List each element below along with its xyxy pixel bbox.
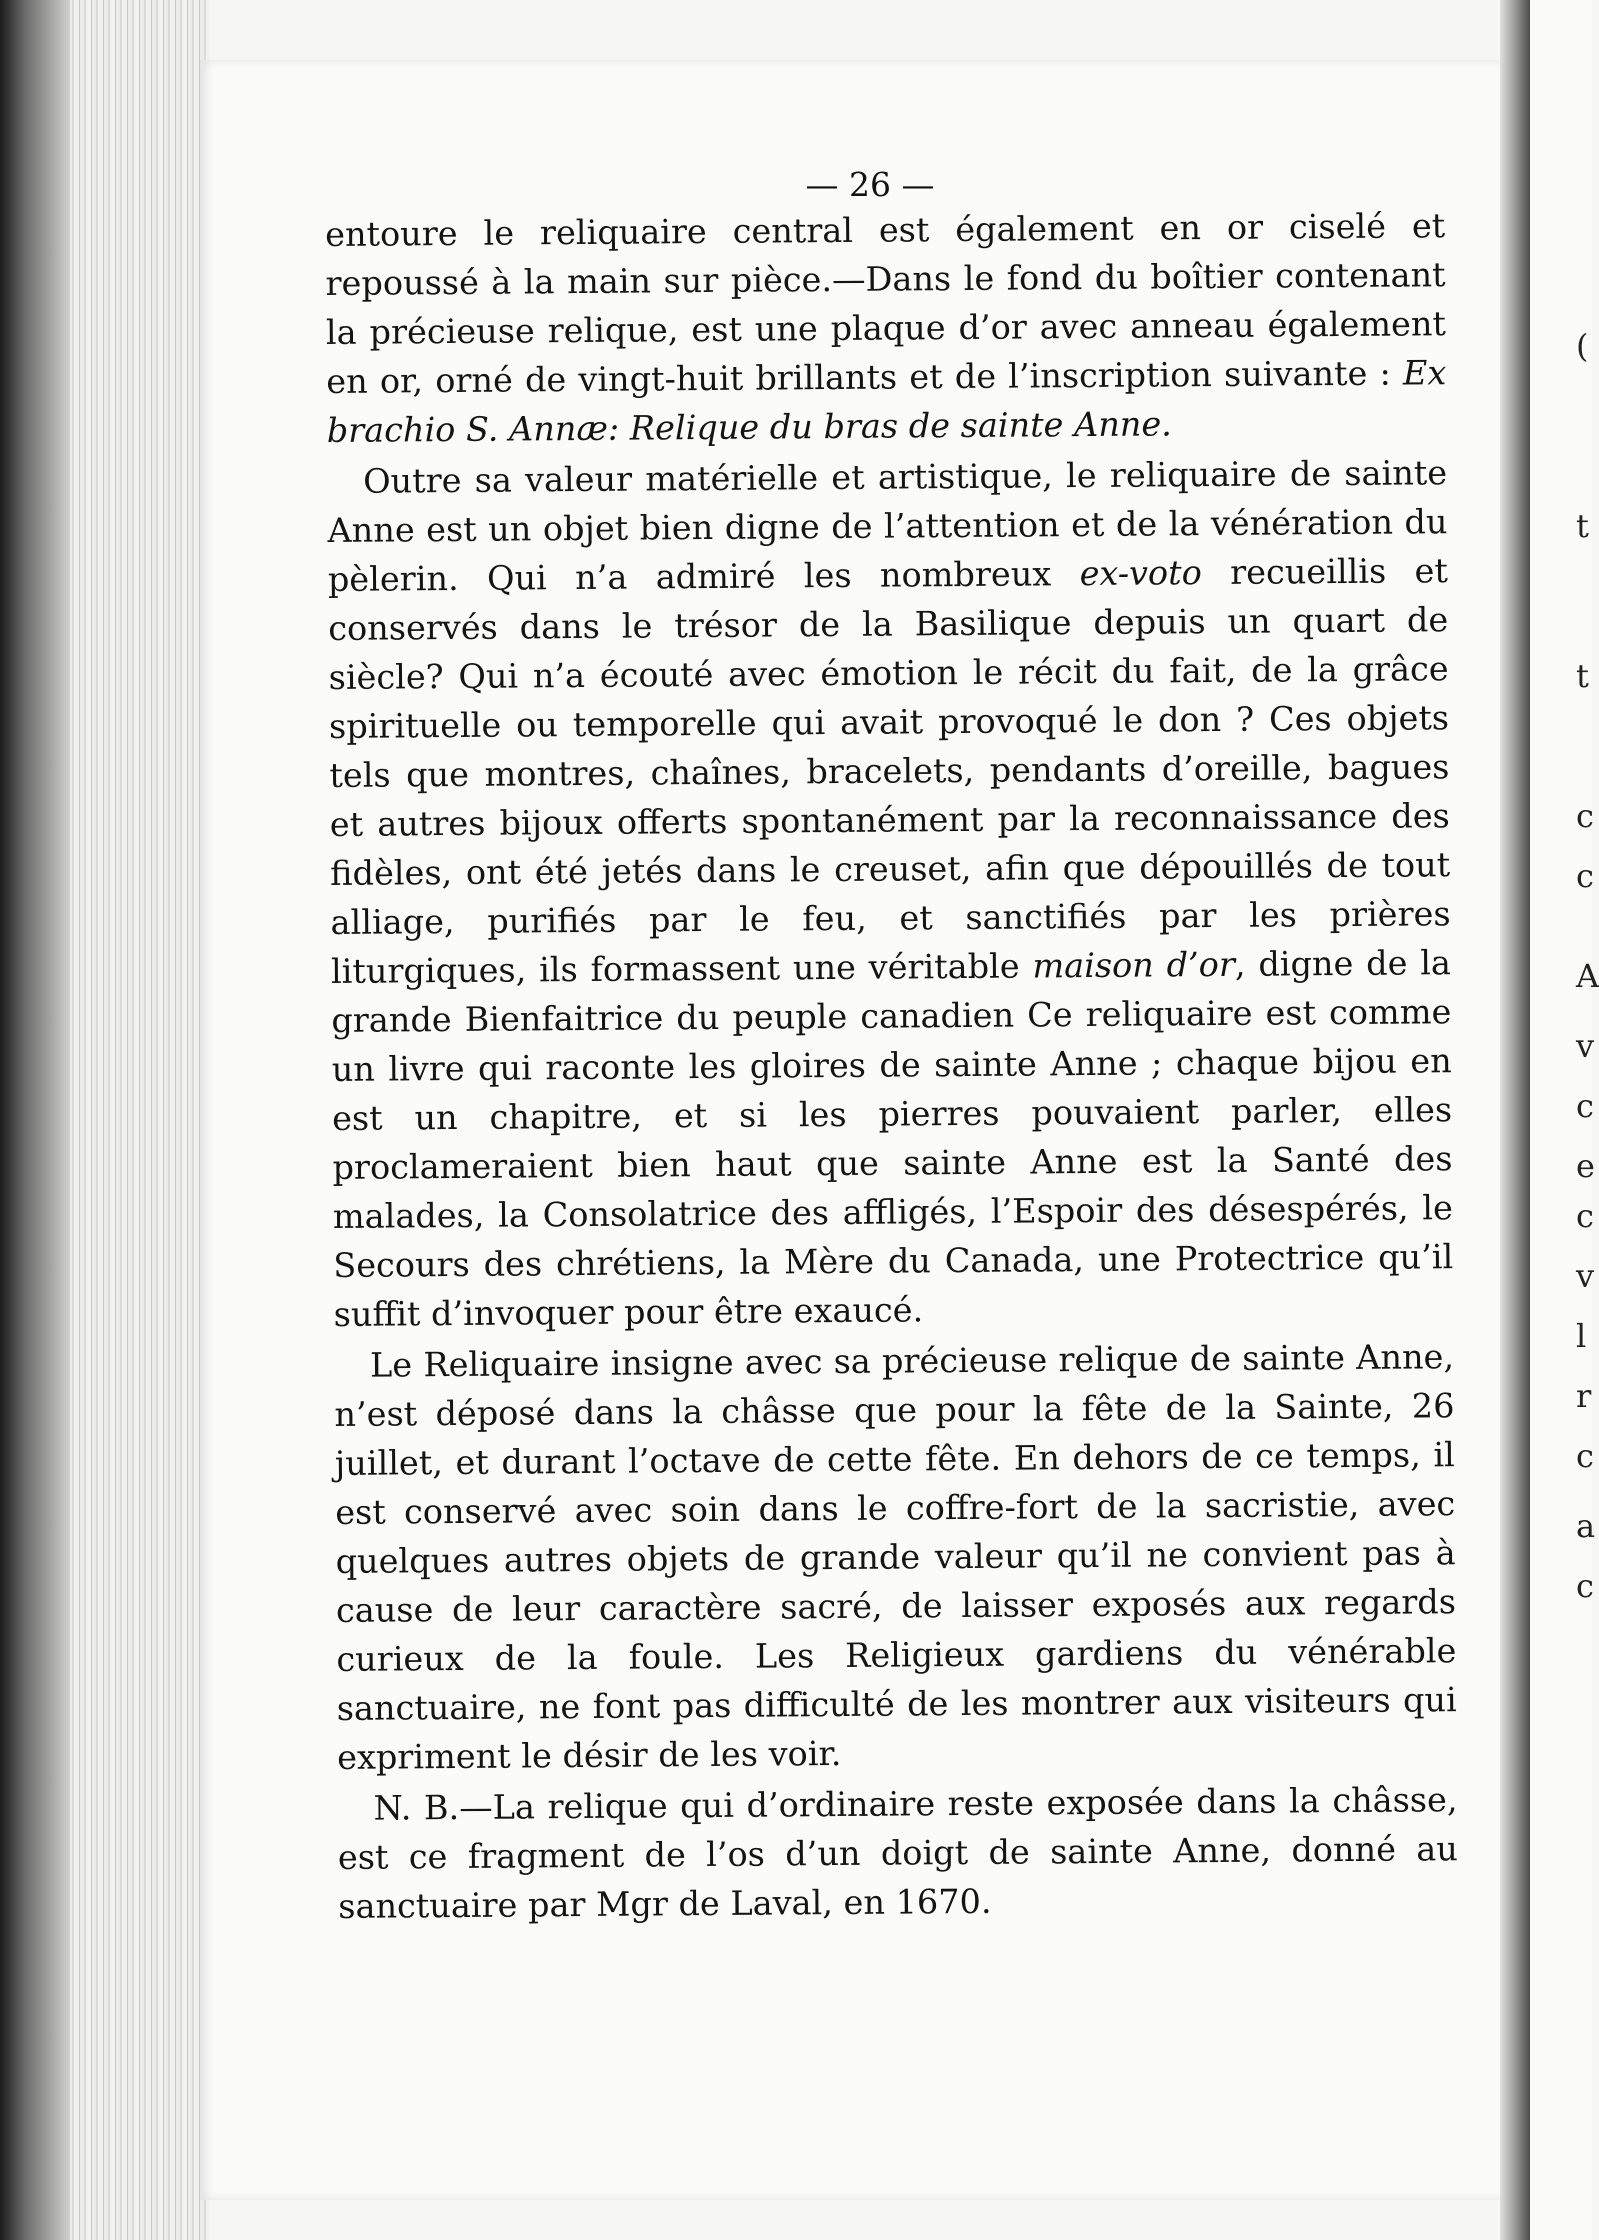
body-text — [325, 201, 1458, 1931]
paragraph-1 — [325, 201, 1447, 455]
next-page-fragment: t — [1576, 657, 1589, 695]
text-run: N. B.—La relique qui d’ordinaire reste exposée dans la châsse, est ce fragment de l’os d’un doigt de sainte Anne, donné au sanctuaire par Mgr de Laval, en 1670. — [337, 1780, 1459, 1926]
italic-text: Ex brachio S. Annæ: Relique du bras de sainte Anne. — [326, 353, 1447, 450]
book-gutter — [1500, 0, 1530, 2240]
next-page-fragment: c — [1576, 857, 1594, 895]
text-run: Le Reliquaire insigne avec sa précieuse relique de sainte Anne, n’est déposé dans la châsse que pour la fête de la Sainte, 26 juillet, et durant l’octave de cette fête. En dehors de ce temps, il est conservé avec soin dans le coffre-fort de la sacristie, avec quelques autres objets de grande valeur qu’il ne convient pas à cause de leur caractère sacré, de laisser exposés aux regards curieux de la foule. Les Religieux gardiens du vénérable sanctuaire, ne font pas difficulté de les montrer aux visiteurs qui expriment le désir de les voir. — [334, 1337, 1457, 1777]
next-page-fragment: t — [1576, 507, 1589, 545]
next-page-fragment: ( — [1576, 327, 1589, 365]
next-page-edge — [1530, 0, 1599, 2240]
next-page-fragment: c — [1576, 1567, 1594, 1605]
book-page — [200, 60, 1500, 2200]
paragraph-2 — [327, 448, 1454, 1339]
paragraph-4 — [337, 1775, 1458, 1931]
binding-shadow — [0, 0, 70, 2240]
italic-text: maison d’or — [1032, 944, 1236, 986]
text-run: , digne de la grande Bienfaitrice du peuple canadien Ce reliquaire est comme un livre qui raconte les gloires de sainte Anne ; chaque bijou en est un chapitre, et si les pierres pouvaient parler, elles proclameraient bien haut que sainte Anne est la Santé des malades, la Consolatrice des affligés, l’Espoir des désespérés, le Secours des chrétiens, la Mère du Canada, une Protectrice qu’il suffit d’invoquer pour être exaucé. — [331, 943, 1454, 1334]
next-page-fragment: r — [1576, 1377, 1592, 1415]
next-page-fragment: v — [1576, 1027, 1595, 1065]
next-page-fragment: e — [1576, 1147, 1595, 1185]
text-run: entoure le reliquaire central est également en or ciselé et repoussé à la main sur pièce.—Dans le fond du boîtier contenant la précieuse relique, est une plaque d’or avec anneau également en or, orné de vingt-huit brillants et de l’inscription suivante : — [325, 206, 1447, 401]
next-page-fragment: a — [1576, 1507, 1596, 1545]
page-number: — 26 — — [805, 165, 935, 204]
text-run: Outre sa valeur matérielle et artistique, le reliquaire de sainte Anne est un objet bien digne de l’attention et de la vénération du pèlerin. Qui n’a admiré les nombreux — [327, 453, 1448, 599]
next-page-fragment: c — [1576, 797, 1594, 835]
next-page-fragment: c — [1576, 1197, 1594, 1235]
text-run: recueillis et conservés dans le trésor de la Basilique depuis un quart de siècle? Qui n’a écouté avec émotion le récit du fait, de la grâce spirituelle ou temporelle qui avait provoqué le don ? Ces objets tels que montres, chaînes, bracelets, pendants d’oreille, bagues et autres bijoux offerts spontanément par la reconnaissance des fidèles, ont été jetés dans le creuset, afin que dépouillés de tout alliage, purifiés par le feu, et sanctifiés par les prières liturgiques, ils formassent une véritable — [328, 551, 1451, 991]
next-page-fragment: c — [1576, 1087, 1594, 1125]
next-page-fragment: c — [1576, 1437, 1594, 1475]
italic-text: ex-voto — [1079, 553, 1202, 594]
next-page-fragment: A — [1576, 957, 1599, 995]
next-page-fragment: l — [1576, 1317, 1587, 1355]
paragraph-3 — [334, 1332, 1457, 1782]
next-page-fragment: v — [1576, 1257, 1595, 1295]
